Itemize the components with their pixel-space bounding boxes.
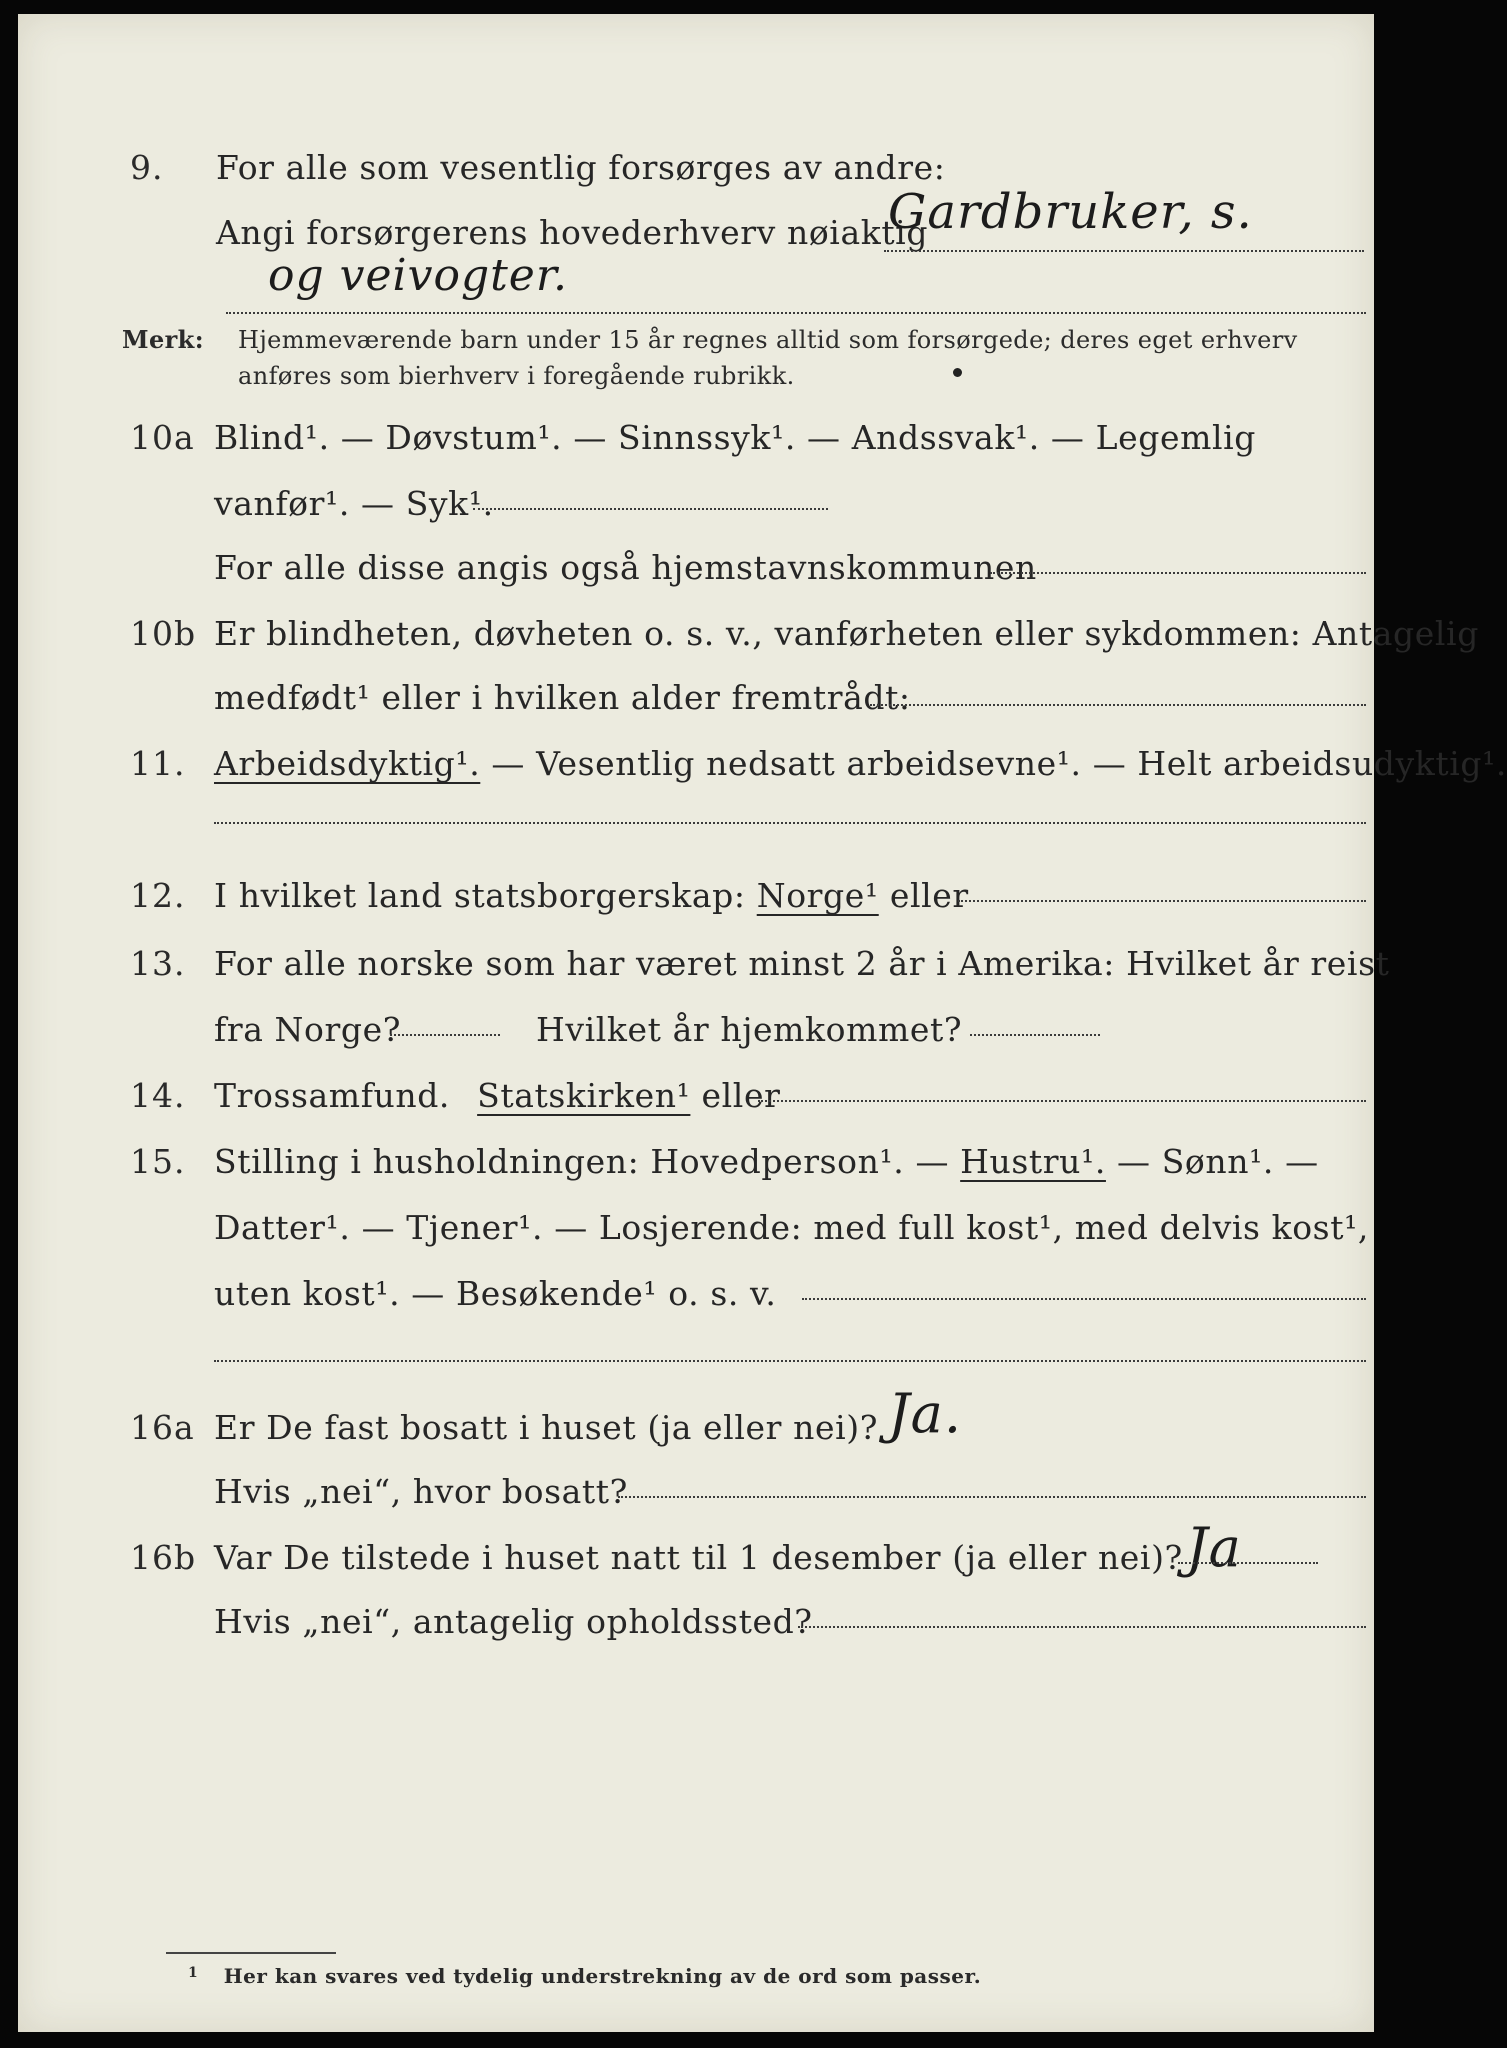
q14-underlined-answer: Statskirken¹ [477,1076,691,1115]
q14-or: eller [701,1076,781,1115]
q12-fill-line [958,900,1366,902]
q15-underlined-answer: Hustru¹. [960,1142,1106,1181]
q12-or: eller [889,876,969,915]
q16a-number: 16a [130,1408,195,1447]
footnote-text: Her kan svares ved tydelig understrekning av de ord som passer. [223,1964,982,1988]
q10a-line1: Blind¹. — Døvstum¹. — Sinnssyk¹. — Andssvak¹. — Legemlig [214,418,1257,457]
q14-fill-line [758,1100,1366,1102]
q16b-answer-line [1178,1562,1318,1564]
q11-number: 11. [130,744,186,783]
q13-line1: For alle norske som har været minst 2 år i Amerika: Hvilket år reist [214,944,1390,983]
q11-line [214,734,1507,794]
q16a-line1: Er De fast bosatt i huset (ja eller nei)? [214,1408,878,1447]
q13-line2b: Hvilket år hjemkommet? [536,1010,963,1049]
q14-line [214,1066,780,1126]
q10a-line2: vanfør¹. — Syk¹. [214,484,494,523]
q15-number: 15. [130,1142,186,1181]
q9-answer-handwriting-1: Gardbruker, s. [888,184,1253,240]
footnote [188,1964,981,1988]
q12-question: I hvilket land statsborgerskap: [214,876,746,915]
footnote-rule [166,1952,336,1954]
merk-line2: anføres som bierhverv i foregående rubrikk. [238,362,795,390]
q10b-line2-fill [870,704,1366,706]
q12-line [214,866,969,926]
q16b-number: 16b [130,1538,197,1577]
census-form-page [18,14,1507,2032]
q16a-fill-line [618,1496,1366,1498]
q16a-line2: Hvis „nei“, hvor bosatt? [214,1472,628,1511]
q16b-fill-line [798,1626,1366,1628]
footnote-marker: 1 [188,1965,199,1981]
q13-number: 13. [130,944,186,983]
merk-label: Merk: [122,325,204,354]
q14-label: Trossamfund. [214,1076,451,1115]
q11-underlined-answer: Arbeidsdyktig¹. [214,744,481,783]
q13-line2a: fra Norge? [214,1010,402,1049]
q16b-line2: Hvis „nei“, antagelig opholdssted? [214,1602,813,1641]
q10b-line1: Er blindheten, døvheten o. s. v., vanførheten eller sykdommen: Antagelig [214,614,1479,653]
q10b-number: 10b [130,614,197,653]
q15-fill-line-1 [802,1298,1366,1300]
q15-fill-line-2 [214,1360,1366,1362]
q9-answer-line-2 [226,312,1366,314]
q16a-answer-handwriting: Ja. [888,1382,963,1445]
q10b-line2: medfødt¹ eller i hvilken alder fremtrådt: [214,678,911,717]
q15-line1a: Stilling i husholdningen: Hovedperson¹. — [214,1142,950,1181]
q15-line3: uten kost¹. — Besøkende¹ o. s. v. [214,1274,777,1313]
ink-dot [953,368,962,377]
q15-line1 [214,1132,1319,1192]
q15-line2: Datter¹. — Tjener¹. — Losjerende: med full kost¹, med delvis kost¹, [214,1208,1369,1247]
q15-line1b: — Sønn¹. — [1117,1142,1319,1181]
q12-number: 12. [130,876,186,915]
q9-line2: Angi forsørgerens hovederhverv nøiaktig [216,213,929,252]
q13-fill-1 [390,1034,500,1036]
q9-answer-line-1 [884,250,1364,252]
q16b-line1: Var De tilstede i huset natt til 1 desember (ja eller nei)? [214,1538,1183,1577]
q11-rest: — Vesentlig nedsatt arbeidsevne¹. — Helt arbeidsudyktig¹. [491,744,1507,783]
q9-line1: For alle som vesentlig forsørges av andre: [216,148,946,187]
q9-number: 9. [130,148,164,187]
q10a-line3: For alle disse angis også hjemstavnskommunen [214,548,1037,587]
q14-number: 14. [130,1076,186,1115]
q16b-answer-handwriting: Ja [1186,1516,1242,1579]
q13-fill-2 [970,1034,1100,1036]
q12-underlined-answer: Norge¹ [756,876,879,915]
q10a-line2-fill [473,508,828,510]
q11-fill-line [214,822,1366,824]
merk-line1: Hjemmeværende barn under 15 år regnes alltid som forsørgede; deres eget erhverv [238,326,1298,354]
q10a-number: 10a [130,418,195,457]
q10a-line3-fill [990,572,1366,574]
q9-answer-handwriting-2: og veivogter. [268,250,569,301]
